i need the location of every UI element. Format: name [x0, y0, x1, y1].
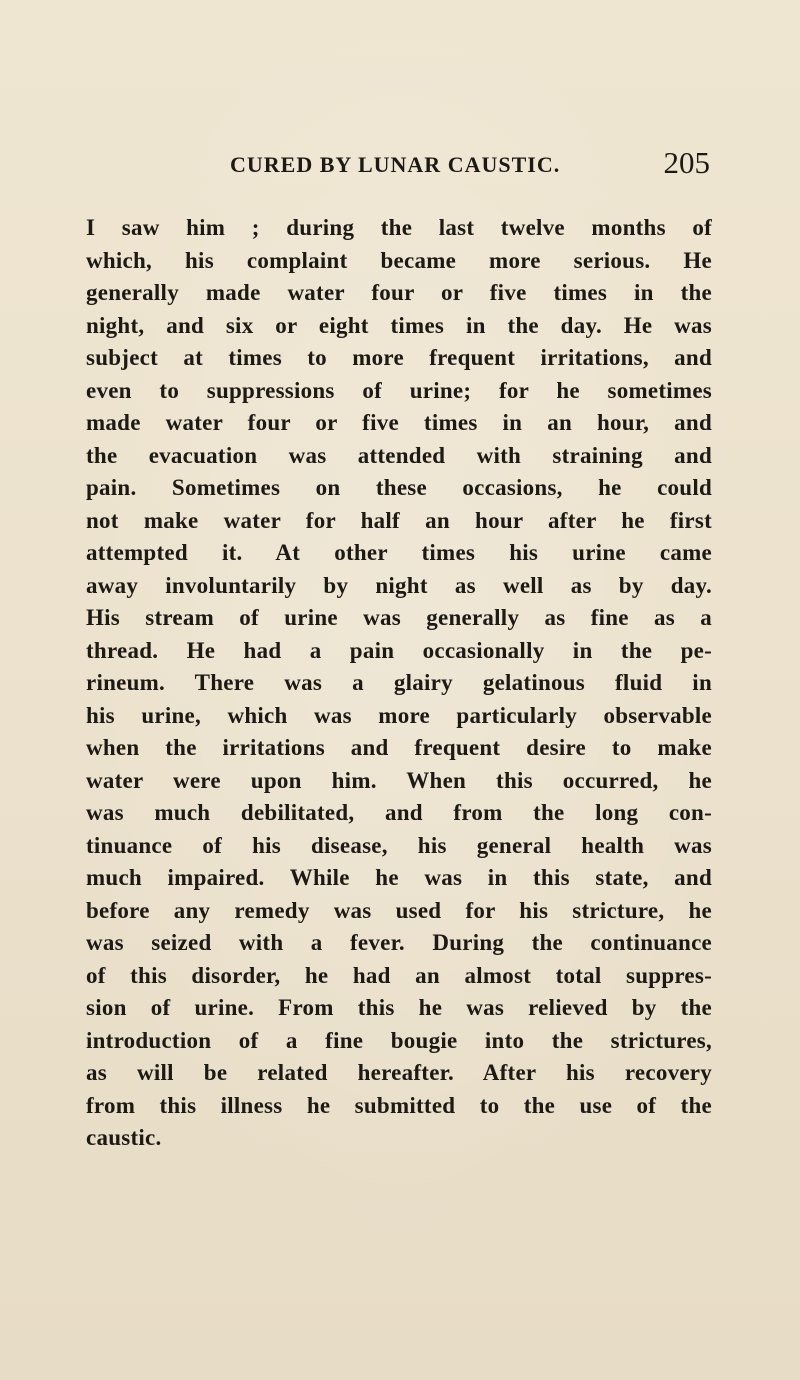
text-line: which, his complaint became more serious. He	[86, 247, 712, 273]
running-head: CURED BY LUNAR CAUSTIC.	[230, 152, 561, 177]
text-line: even to suppressions of urine; for he sometimes	[86, 377, 712, 403]
page-number: 205	[663, 145, 710, 180]
text-line: before any remedy was used for his stricture, he	[86, 897, 712, 923]
page-header	[150, 145, 710, 192]
text-line: not make water for half an hour after he first	[86, 507, 712, 533]
text-line: made water four or five times in an hour, and	[86, 410, 712, 435]
text-line: night, and six or eight times in the day. He was	[86, 312, 712, 338]
text-line: away involuntarily by night as well as by day.	[86, 572, 712, 598]
text-line: as will be related hereafter. After his recovery	[86, 1060, 712, 1085]
text-line: thread. He had a pain occasionally in the pe-	[86, 637, 712, 663]
text-line: was seized with a fever. During the continuance	[86, 930, 712, 955]
text-line: caustic.	[86, 1125, 162, 1150]
text-line: I saw him ; during the last twelve months of	[86, 215, 712, 240]
text-line: pain. Sometimes on these occasions, he could	[86, 475, 712, 500]
text-line: introduction of a fine bougie into the strictures,	[86, 1027, 712, 1053]
text-line: subject at times to more frequent irritations, and	[86, 345, 712, 370]
text-line: the evacuation was attended with straining and	[86, 442, 712, 468]
text-line: attempted it. At other times his urine came	[86, 540, 712, 565]
text-line: generally made water four or five times in the	[86, 280, 712, 305]
text-line: of this disorder, he had an almost total suppres-	[86, 962, 712, 988]
text-line: sion of urine. From this he was relieved by the	[86, 995, 712, 1020]
text-line: rineum. There was a glairy gelatinous fluid in	[86, 670, 712, 695]
text-line: His stream of urine was generally as fine as a	[86, 605, 712, 630]
text-line: much impaired. While he was in this state, and	[86, 865, 712, 890]
text-line: his urine, which was more particularly observable	[86, 702, 712, 728]
text-line: tinuance of his disease, his general health was	[86, 832, 712, 858]
text-line: from this illness he submitted to the use of the	[86, 1092, 712, 1118]
body-text	[86, 212, 712, 1155]
text-line: water were upon him. When this occurred, he	[86, 767, 712, 793]
text-line: was much debilitated, and from the long con-	[86, 800, 712, 825]
text-line: when the irritations and frequent desire to make	[86, 735, 712, 760]
